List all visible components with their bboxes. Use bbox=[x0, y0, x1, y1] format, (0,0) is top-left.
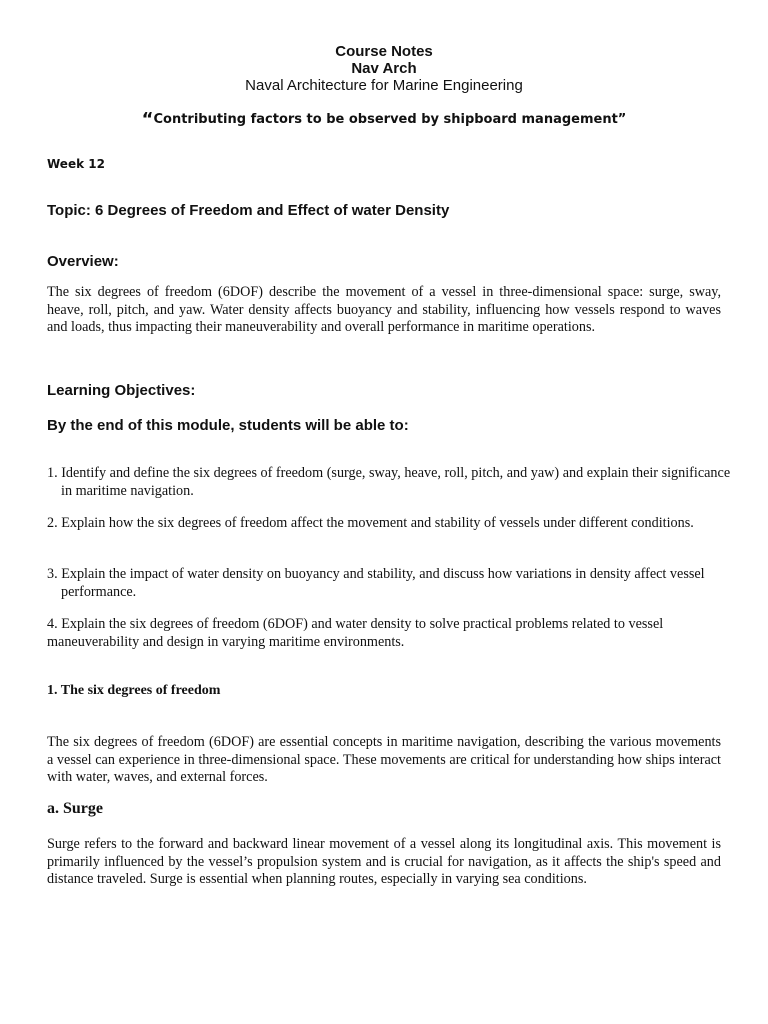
overview-heading: Overview: bbox=[47, 253, 119, 270]
surge-paragraph: Surge refers to the forward and backward linear movement of a vessel along its longitudinal axis. This movement is primarily influenced by the vessel’s propulsion system and is crucial for navigation, as it affects the ship's speed and distance traveled. Surge is essential when planning routes, especially in varying sea conditions. bbox=[47, 836, 721, 888]
objective-item-2: 2. Explain how the six degrees of freedom affect the movement and stability of vessels under different conditions. bbox=[47, 515, 694, 531]
topic-heading: Topic: 6 Degrees of Freedom and Effect of water Density bbox=[47, 202, 450, 219]
quote-text: Contributing factors to be observed by shipboard management” bbox=[153, 112, 627, 127]
objective-item-3: 3. Explain the impact of water density on buoyancy and stability, and discuss how variations in density affect vessel performance. bbox=[47, 566, 705, 600]
header-course-title: Naval Architecture for Marine Engineering bbox=[245, 77, 523, 94]
section1-paragraph: The six degrees of freedom (6DOF) are essential concepts in maritime navigation, describing the various movements a vessel can experience in three-dimensional space. These movements are critical for understanding how ships interact with water, waves, and external forces. bbox=[47, 734, 721, 786]
objective-item-1: 1. Identify and define the six degrees of freedom (surge, sway, heave, roll, pitch, and yaw) and explain their significance in maritime navigation. bbox=[47, 465, 731, 499]
objectives-subheading: By the end of this module, students will be able to: bbox=[47, 417, 409, 434]
header-course-notes: Course Notes bbox=[335, 43, 433, 60]
header-nav-arch: Nav Arch bbox=[351, 60, 417, 77]
header-quote bbox=[0, 109, 768, 130]
objective-item-4: 4. Explain the six degrees of freedom (6DOF) and water density to solve practical problems related to vessel maneuverability and design in varying maritime environments. bbox=[47, 616, 664, 650]
section1-heading: 1. The six degrees of freedom bbox=[47, 683, 221, 698]
week-label: Week 12 bbox=[47, 157, 105, 171]
surge-heading: a. Surge bbox=[47, 800, 103, 817]
objectives-heading: Learning Objectives: bbox=[47, 382, 196, 399]
overview-paragraph: The six degrees of freedom (6DOF) describe the movement of a vessel in three-dimensional space: surge, sway, heave, roll, pitch, and yaw. Water density affects buoyancy and stability, influencing how vessels respond to waves and loads, thus impacting their maneuverability and overall performance in maritime operations. bbox=[47, 284, 721, 336]
quote-open-mark: “ bbox=[141, 109, 154, 130]
